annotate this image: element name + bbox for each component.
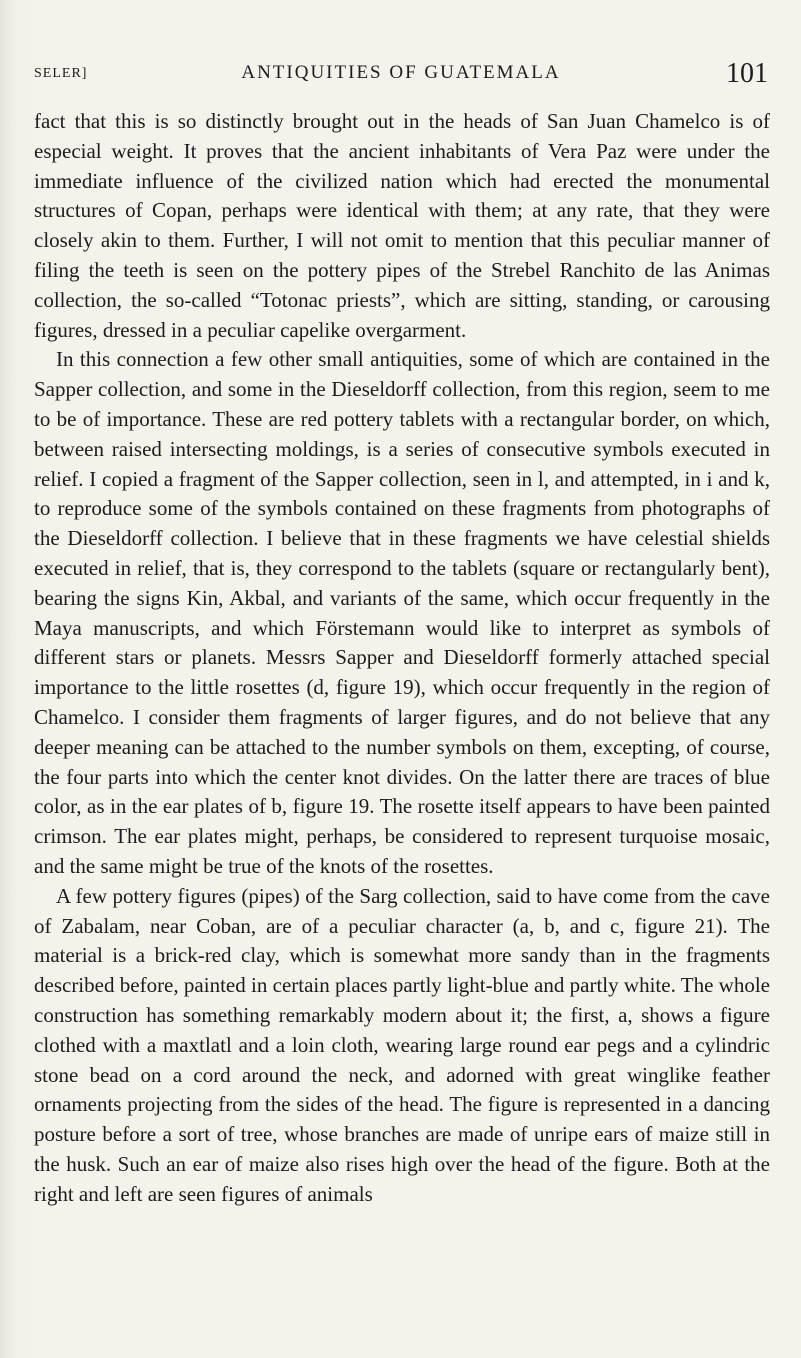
page-number: 101: [726, 58, 768, 89]
paragraph-1: fact that this is so distinctly brought out in the heads of San Juan Chamelco is of especial weight. It proves that the ancient inhabitants of Vera Paz were under the immediate influence of the civilized nation which had erected the monumental structures of Copan, perhaps were identical with them; at any rate, that they were closely akin to them. Further, I will not omit to mention that this peculiar manner of filing the teeth is seen on the pottery pipes of the Strebel Ranchito de las Animas collection, the so-called “Totonac priests”, which are sitting, standing, or carousing figures, dressed in a peculiar capelike overgarment.: [34, 109, 770, 342]
running-head-author: SELER]: [34, 66, 88, 81]
paragraph-3: A few pottery figures (pipes) of the Sarg collection, said to have come from the cave of Zabalam, near Coban, are of a peculiar character (a, b, and c, figure 21). The material is a brick-red clay, which is somewhat more sandy than in the fragments described before, painted in certain places partly light-blue and partly white. The whole construction has something remarkably modern about it; the first, a, shows a figure clothed with a maxtlatl and a loin cloth, wearing large round ear pegs and a cylindric stone bead on a cord around the neck, and adorned with great winglike feather ornaments projecting from the sides of the head. The figure is represented in a dancing posture before a sort of tree, whose branches are made of unripe ears of maize still in the husk. Such an ear of maize also rises high over the head of the figure. Both at the right and left are seen figures of animals: [34, 883, 770, 1206]
running-head-title: ANTIQUITIES OF GUATEMALA: [241, 62, 561, 83]
paragraph-2: In this connection a few other small antiquities, some of which are contained in the Sapper collection, and some in the Dieseldorff collection, from this region, seem to me to be of importance. These are red pottery tablets with a rectangular border, on which, between raised intersecting moldings, is a series of consecutive symbols executed in relief. I copied a fragment of the Sapper collection, seen in l, and attempted, in i and k, to reproduce some of the symbols contained on these fragments from photographs of the Dieseldorff collection. I believe that in these fragments we have celestial shields executed in relief, that is, they correspond to the tablets (square or rectangularly bent), bearing the signs Kin, Akbal, and variants of the same, which occur frequently in the Maya manuscripts, and which Förstemann would like to interpret as symbols of different stars or planets. Messrs Sapper and Dieseldorff formerly attached special importance to the little rosettes (d, figure 19), which occur frequently in the region of Chamelco. I consider them fragments of larger figures, and do not believe that any deeper meaning can be attached to the number symbols on them, excepting, of course, the four parts into which the center knot divides. On the latter there are traces of blue color, as in the ear plates of b, figure 19. The rosette itself appears to have been painted crimson. The ear plates might, perhaps, be considered to represent turquoise mosaic, and the same might be true of the knots of the rosettes.: [34, 347, 770, 878]
running-head: [34, 58, 768, 98]
body-text: [34, 107, 770, 1209]
